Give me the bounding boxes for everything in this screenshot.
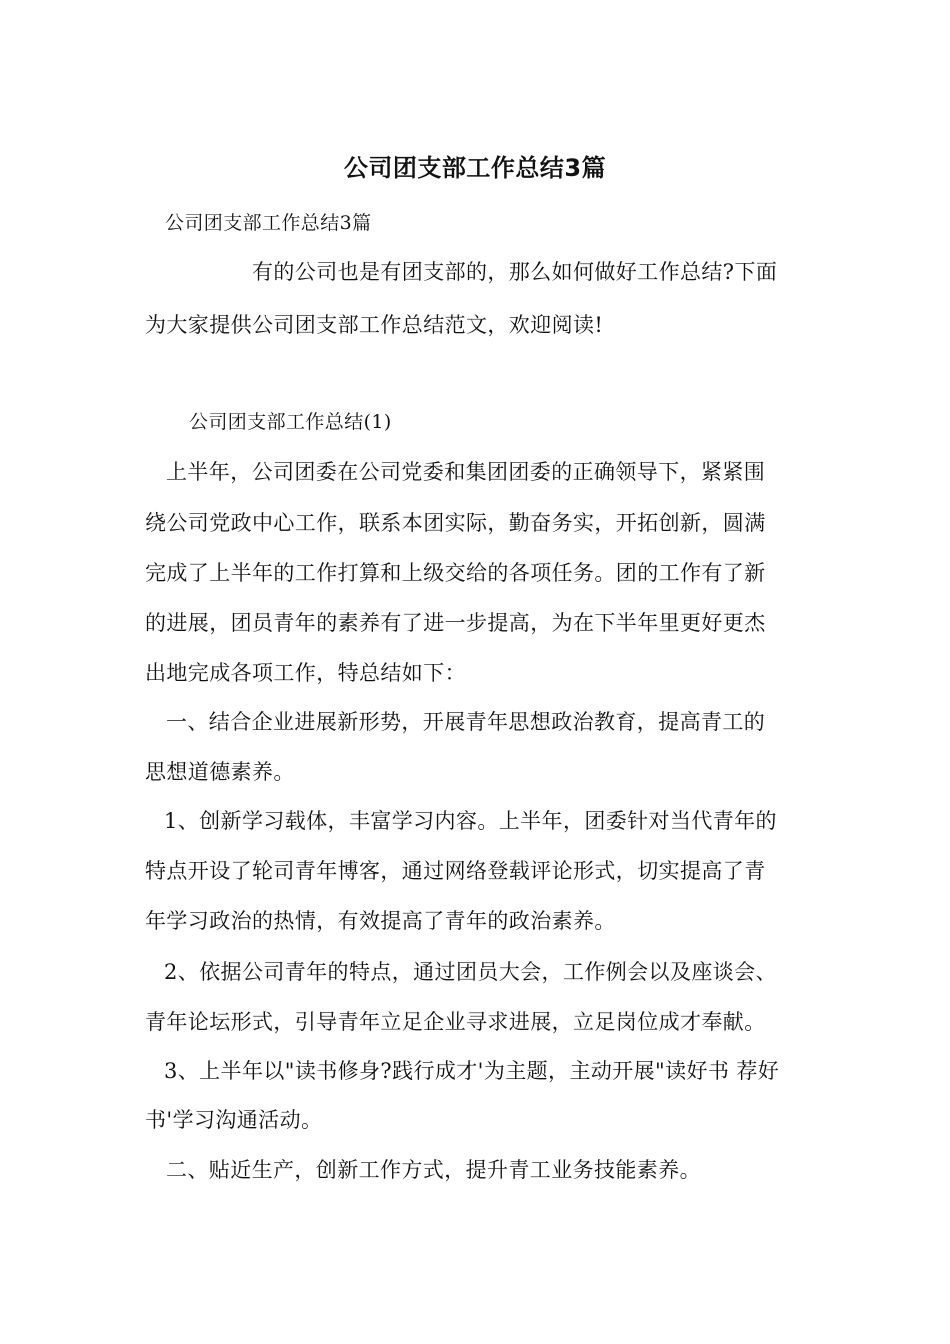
body-line-3: 完成了上半年的工作打算和上级交给的各项任务。团的工作有了新 [145,561,766,585]
body-line-10: 年学习政治的热情，有效提高了青年的政治素养。 [145,909,616,933]
body-line-11: 2、依据公司青年的特点，通过团员大会，工作例会以及座谈会、 [164,960,777,984]
body-line-6: 一、结合企业进展新形势，开展青年思想政治教育，提高青工的 [166,710,766,734]
body-line-1: 上半年，公司团委在公司党委和集团团委的正确领导下，紧紧围 [166,460,766,484]
intro-line-2: 为大家提供公司团支部工作总结范文，欢迎阅读! [145,313,604,337]
body-line-4: 的进展，团员青年的素养有了进一步提高，为在下半年里更好更杰 [145,611,766,635]
section-heading: 公司团支部工作总结(1) [189,411,392,433]
body-line-2: 绕公司党政中心工作，联系本团实际，勤奋务实，开拓创新，圆满 [145,511,766,535]
document-title: 公司团支部工作总结3篇 [343,154,607,182]
body-line-8: 1、创新学习载体，丰富学习内容。上半年，团委针对当代青年的 [164,809,777,833]
intro-line-1: 有的公司也是有团支部的，那么如何做好工作总结?下面 [252,260,778,284]
body-line-7: 思想道德素养。 [145,760,295,784]
document-subtitle: 公司团支部工作总结3篇 [165,212,372,234]
body-line-12: 青年论坛形式，引导青年立足企业寻求进展，立足岗位成才奉献。 [145,1010,766,1034]
body-line-9: 特点开设了轮司青年博客，通过网络登载评论形式，切实提高了青 [145,859,766,883]
body-line-5: 出地完成各项工作，特总结如下： [145,661,466,685]
body-line-13: 3、上半年以"读书修身?践行成才'为主题，主动开展"读好书 荐好 [164,1059,780,1083]
body-line-15: 二、贴近生产，创新工作方式，提升青工业务技能素养。 [166,1158,701,1182]
body-line-14: 书'学习沟通活动。 [145,1108,323,1132]
